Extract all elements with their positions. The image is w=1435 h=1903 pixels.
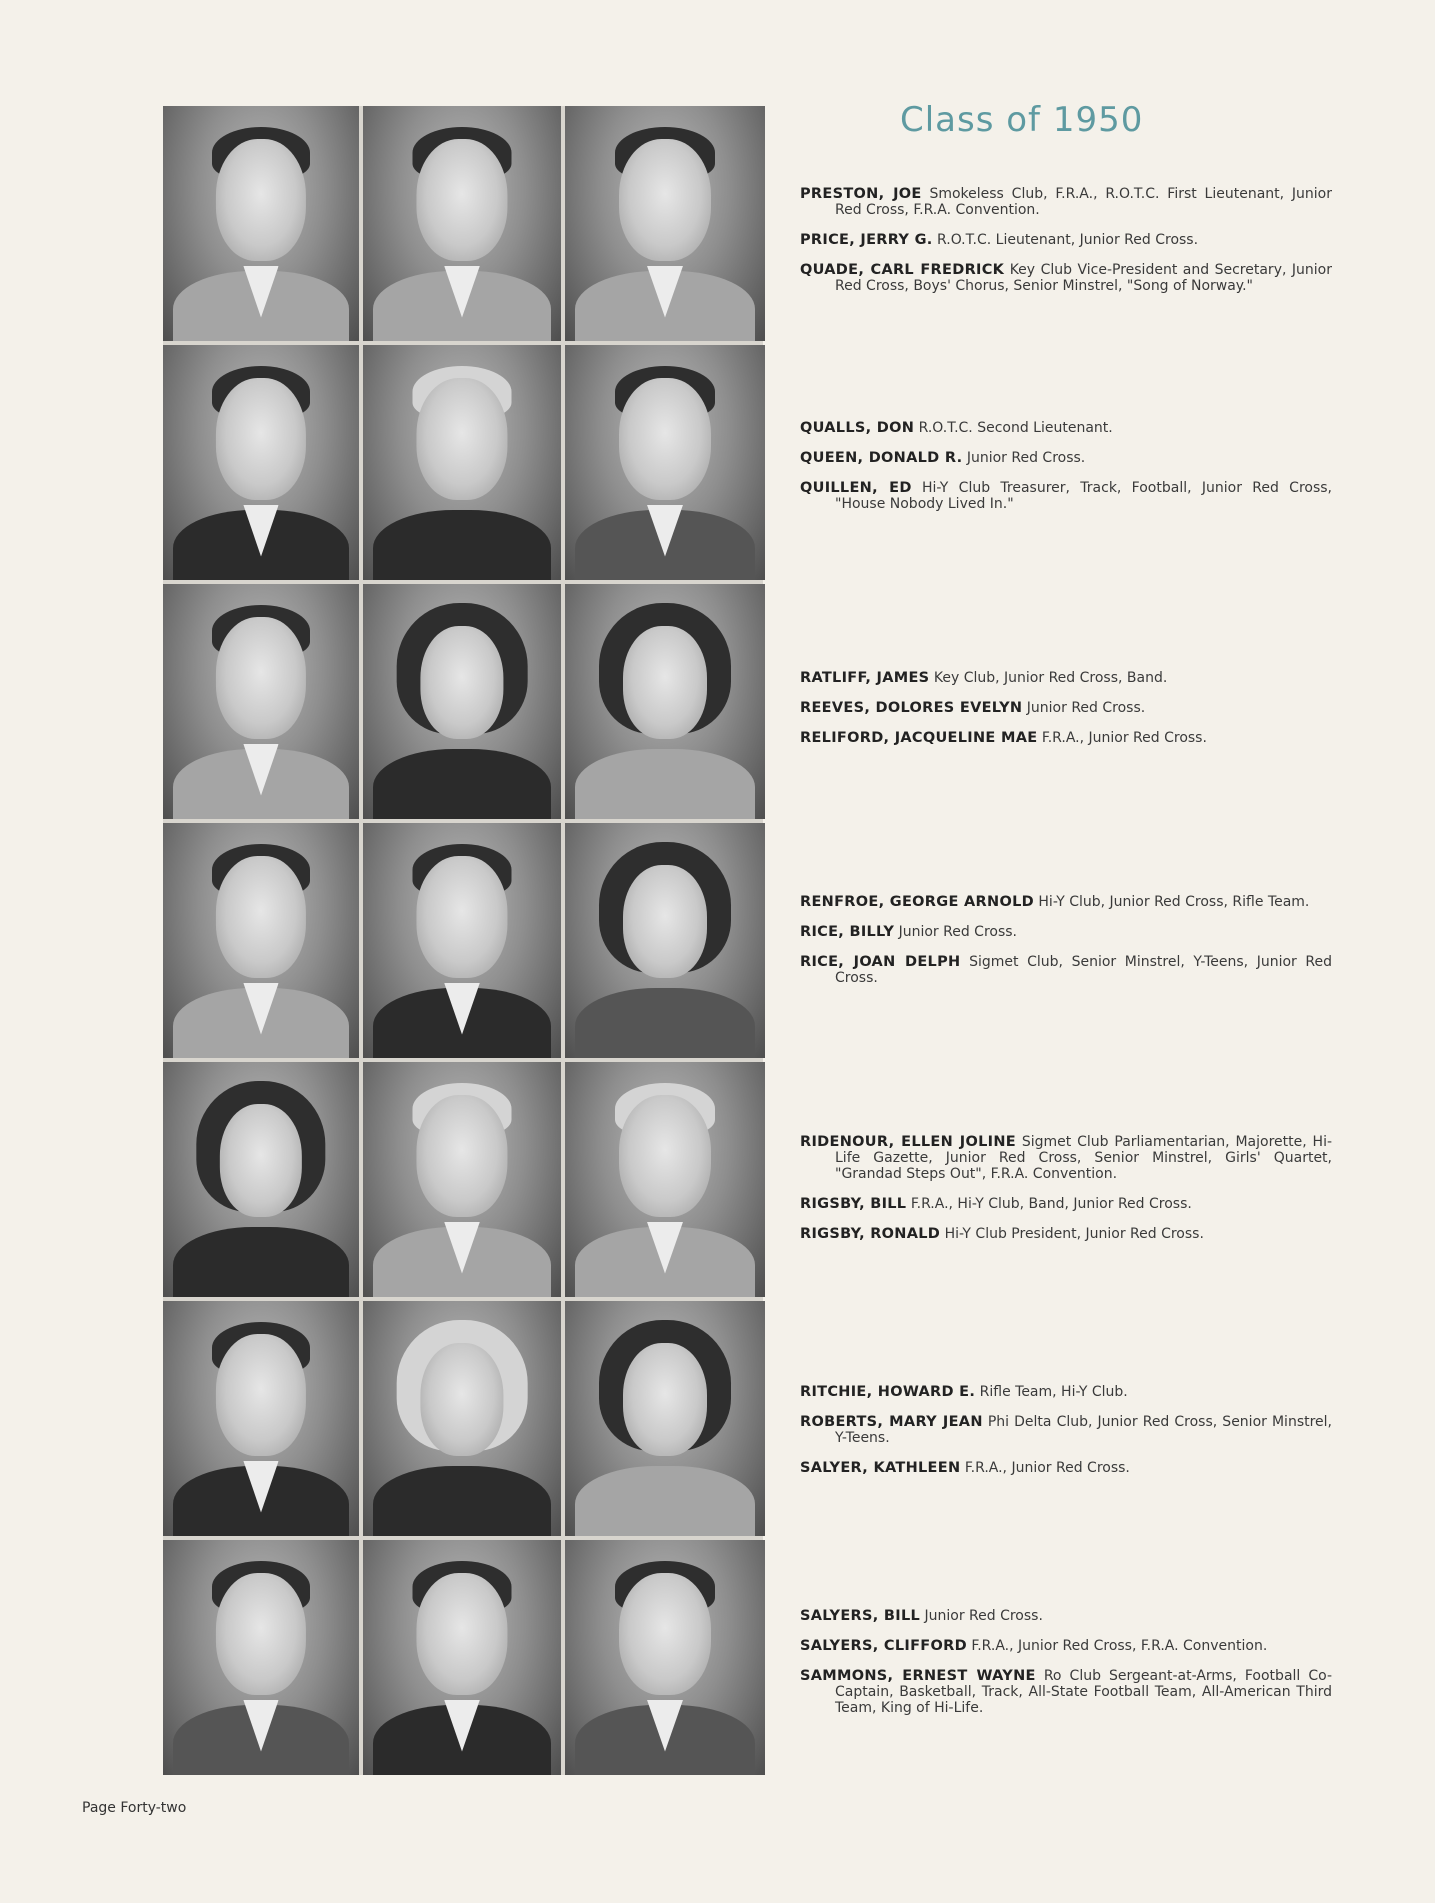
student-activities: Sigmet Club, Senior Minstrel, Y-Teens, Junior Red Cross. (835, 954, 1333, 986)
portrait-photo (163, 584, 359, 819)
student-group (800, 670, 1332, 760)
student-name: QUALLS, DON (800, 420, 915, 436)
student-activities: Junior Red Cross. (924, 1608, 1043, 1624)
student-entry (800, 186, 1332, 218)
student-activities: Hi-Y Club, Junior Red Cross, Rifle Team. (1038, 894, 1310, 910)
student-activities: Hi-Y Club President, Junior Red Cross. (944, 1226, 1204, 1242)
student-activities: Smokeless Club, F.R.A., R.O.T.C. First Lieutenant, Junior Red Cross, F.R.A. Convention. (835, 186, 1332, 218)
student-entry (800, 670, 1332, 686)
student-activities: R.O.T.C. Second Lieutenant. (918, 420, 1113, 436)
portrait-photo (565, 584, 765, 819)
student-name: RATLIFF, JAMES (800, 670, 930, 686)
student-activities: Key Club Vice-President and Secretary, Junior Red Cross, Boys' Chorus, Senior Minstrel, "Song of Norway." (835, 262, 1332, 294)
student-entry (800, 1384, 1332, 1400)
student-activities: F.R.A., Hi-Y Club, Band, Junior Red Cross. (910, 1196, 1192, 1212)
student-name: ROBERTS, MARY JEAN (800, 1414, 983, 1430)
student-entry (800, 1226, 1332, 1242)
student-name: PRESTON, JOE (800, 186, 922, 202)
student-group (800, 1384, 1332, 1490)
portrait-photo (565, 1540, 765, 1775)
portrait-photo (163, 345, 359, 580)
student-entry (800, 954, 1332, 986)
portrait-photo (163, 1301, 359, 1536)
portrait-photo (163, 1062, 359, 1297)
student-entry (800, 1134, 1332, 1182)
student-entry (800, 480, 1332, 512)
student-entry (800, 1460, 1332, 1476)
student-activities: F.R.A., Junior Red Cross. (964, 1460, 1130, 1476)
portrait-photo (363, 106, 561, 341)
student-entry (800, 1608, 1332, 1624)
student-entry (800, 924, 1332, 940)
student-name: RELIFORD, JACQUELINE MAE (800, 730, 1038, 746)
student-entry (800, 232, 1332, 248)
student-name: SALYERS, BILL (800, 1608, 921, 1624)
portrait-photo (363, 1540, 561, 1775)
portrait-photo (363, 584, 561, 819)
student-entry (800, 730, 1332, 746)
student-entry (800, 700, 1332, 716)
student-group (800, 186, 1332, 308)
student-name: RIGSBY, RONALD (800, 1226, 941, 1242)
portrait-photo (565, 1062, 765, 1297)
student-entry (800, 420, 1332, 436)
student-activities: F.R.A., Junior Red Cross. (1041, 730, 1207, 746)
student-name: SALYER, KATHLEEN (800, 1460, 961, 1476)
student-name: PRICE, JERRY G. (800, 232, 933, 248)
student-group (800, 1134, 1332, 1256)
portrait-photo (163, 106, 359, 341)
student-group (800, 894, 1332, 1000)
student-activities: Ro Club Sergeant-at-Arms, Football Co-Captain, Basketball, Track, All-State Football Team, All-American Third Team, King of Hi-Life. (835, 1668, 1333, 1716)
portrait-photo (163, 1540, 359, 1775)
student-activities: Junior Red Cross. (898, 924, 1018, 940)
student-activities: Junior Red Cross. (1026, 700, 1146, 716)
portrait-grid (163, 106, 763, 1775)
student-name: QUILLEN, ED (800, 480, 912, 496)
student-activities: Hi-Y Club Treasurer, Track, Football, Junior Red Cross, "House Nobody Lived In." (835, 480, 1332, 512)
student-group (800, 420, 1332, 526)
student-name: SALYERS, CLIFFORD (800, 1638, 967, 1654)
page-title: Class of 1950 (900, 100, 1144, 140)
student-activities: Rifle Team, Hi-Y Club. (979, 1384, 1128, 1400)
student-group (800, 1608, 1332, 1730)
portrait-photo (565, 106, 765, 341)
student-activities: R.O.T.C. Lieutenant, Junior Red Cross. (937, 232, 1199, 248)
student-name: QUADE, CARL FREDRICK (800, 262, 1005, 278)
portrait-photo (565, 345, 765, 580)
student-name: RIGSBY, BILL (800, 1196, 907, 1212)
portrait-photo (363, 1062, 561, 1297)
student-entry (800, 450, 1332, 466)
student-entry (800, 1196, 1332, 1212)
student-activities: Sigmet Club Parliamentarian, Majorette, Hi-Life Gazette, Junior Red Cross, Senior Minstrel, Girls' Quartet, "Grandad Steps Out", F.R.A. Convention. (835, 1134, 1333, 1182)
portrait-photo (363, 823, 561, 1058)
portrait-photo (565, 1301, 765, 1536)
page-number: Page Forty-two (82, 1800, 187, 1816)
student-activities: Junior Red Cross. (966, 450, 1086, 466)
student-name: RICE, JOAN DELPH (800, 954, 961, 970)
student-name: REEVES, DOLORES EVELYN (800, 700, 1023, 716)
student-name: QUEEN, DONALD R. (800, 450, 963, 466)
student-entry (800, 1638, 1332, 1654)
student-activities: F.R.A., Junior Red Cross, F.R.A. Convention. (971, 1638, 1268, 1654)
student-name: SAMMONS, ERNEST WAYNE (800, 1668, 1036, 1684)
student-activities: Phi Delta Club, Junior Red Cross, Senior Minstrel, Y-Teens. (835, 1414, 1333, 1446)
student-entry (800, 262, 1332, 294)
portrait-photo (363, 1301, 561, 1536)
student-entry (800, 1414, 1332, 1446)
portrait-photo (163, 823, 359, 1058)
student-entry (800, 1668, 1332, 1716)
student-name: RICE, BILLY (800, 924, 895, 940)
student-entry (800, 894, 1332, 910)
student-name: RENFROE, GEORGE ARNOLD (800, 894, 1034, 910)
portrait-photo (363, 345, 561, 580)
student-name: RITCHIE, HOWARD E. (800, 1384, 976, 1400)
portrait-photo (565, 823, 765, 1058)
student-name: RIDENOUR, ELLEN JOLINE (800, 1134, 1016, 1150)
student-activities: Key Club, Junior Red Cross, Band. (933, 670, 1168, 686)
